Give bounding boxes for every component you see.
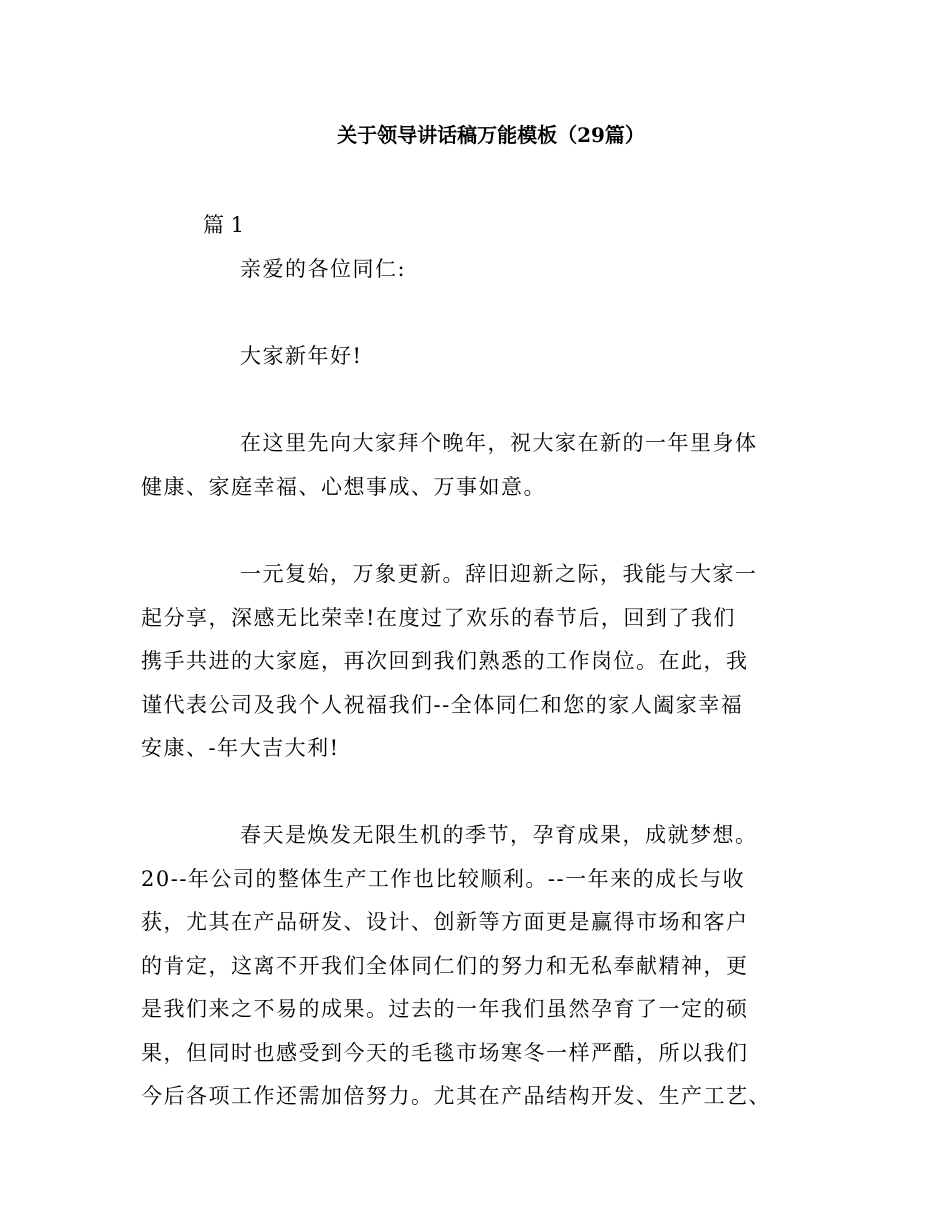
paragraph-line: 在这里先向大家拜个晚年，祝大家在新的一年里身体 — [240, 431, 758, 455]
paragraph-line: 获，尤其在产品研发、设计、创新等方面更是赢得市场和客户 — [141, 910, 749, 934]
paragraph-line: 的肯定，这离不开我们全体同仁们的努力和无私奉献精神，更 — [141, 954, 749, 978]
greeting-line: 大家新年好! — [240, 344, 363, 368]
paragraph-line: 20--年公司的整体生产工作也比较顺利。--一年来的成长与收 — [141, 867, 746, 891]
paragraph-line: 果，但同时也感受到今天的毛毯市场寒冬一样严酷，所以我们 — [141, 1041, 749, 1065]
salutation-line: 亲爱的各位同仁: — [240, 257, 407, 281]
section-label: 篇 1 — [203, 213, 245, 237]
paragraph-line: 携手共进的大家庭，再次回到我们熟悉的工作岗位。在此，我 — [141, 649, 749, 673]
paragraph-line: 春天是焕发无限生机的季节，孕育成果，成就梦想。 — [240, 823, 758, 847]
paragraph-line: 起分享，深感无比荣幸!在度过了欢乐的春节后，回到了我们 — [141, 606, 736, 630]
paragraph-line: 谨代表公司及我个人祝福我们--全体同仁和您的家人阖家幸福 — [141, 693, 744, 717]
paragraph-line: 是我们来之不易的成果。过去的一年我们虽然孕育了一定的硕 — [141, 997, 749, 1021]
paragraph-line: 一元复始，万象更新。辞旧迎新之际，我能与大家一 — [240, 562, 758, 586]
paragraph-line: 健康、家庭幸福、心想事成、万事如意。 — [141, 475, 546, 499]
document-title: 关于领导讲话稿万能模板（29篇） — [337, 123, 645, 147]
paragraph-line: 今后各项工作还需加倍努力。尤其在产品结构开发、生产工艺、 — [141, 1084, 771, 1108]
paragraph-line: 安康、-年大吉大利! — [141, 736, 340, 760]
